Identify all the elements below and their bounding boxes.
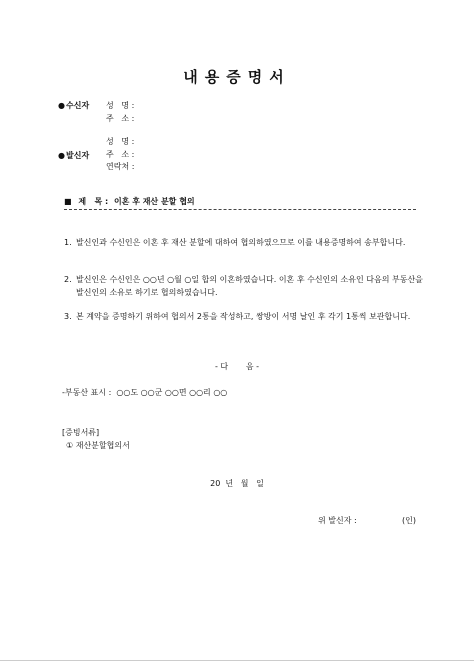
- recipient-label: 수신자: [66, 101, 90, 110]
- evidence-item: ① 재산분할협의서: [66, 441, 130, 450]
- paragraph-text: 발신인은 수신인은 ○○년 ○월 ○일 합의 이혼하였습니다. 이혼 후 수신인의 소유인 다음의 부동산을 발신인의 소유로 하기로 협의하였습니다.: [76, 275, 423, 297]
- subject-text: 이혼 후 재산 분할 협의: [113, 197, 195, 206]
- sender-contact-label: 연락처 :: [106, 162, 135, 171]
- signer-label: 위 발신자 :: [318, 516, 357, 525]
- sender-bullet: ●: [58, 151, 65, 160]
- paragraph-number: 1.: [64, 238, 72, 247]
- paragraph-3: [64, 310, 428, 323]
- subject-label: 제 목 :: [78, 197, 109, 206]
- paragraph-text: 본 계약을 증명하기 위하여 협의서 2통을 작성하고, 쌍방이 서명 날인 후 각기 1통씩 보관합니다.: [76, 312, 411, 321]
- subject-line: [64, 196, 195, 207]
- subject-marker: ■: [64, 197, 72, 206]
- recipient-bullet: ●: [58, 101, 65, 110]
- property-description: -부동산 표시 : ○○도 ○○군 ○○면 ○○리 ○○: [62, 388, 228, 397]
- paragraph-1: [64, 236, 428, 249]
- paragraph-number: 3.: [64, 312, 72, 321]
- evidence-label: [증빙서류]: [62, 428, 100, 437]
- date-line: 20 년 월 일: [210, 479, 264, 488]
- seal-mark: (인): [402, 516, 416, 525]
- paragraph-2: [64, 273, 428, 299]
- subject-divider: [64, 209, 416, 210]
- recipient-name-label: 성 명 :: [106, 101, 135, 110]
- recipient-address-label: 주 소 :: [106, 114, 135, 123]
- document-title: 내용증명서: [183, 68, 291, 86]
- page-bottom-border: [0, 660, 474, 661]
- paragraph-text: 발신인과 수신인은 이혼 후 재산 분할에 대하여 협의하였으므로 이를 내용증명하여 송부합니다.: [76, 238, 406, 247]
- following-heading: - 다 음 -: [214, 362, 260, 371]
- sender-label: 발신자: [66, 151, 90, 160]
- sender-address-label: 주 소 :: [106, 150, 135, 159]
- sender-name-label: 성 명 :: [106, 137, 135, 146]
- paragraph-number: 2.: [64, 275, 72, 284]
